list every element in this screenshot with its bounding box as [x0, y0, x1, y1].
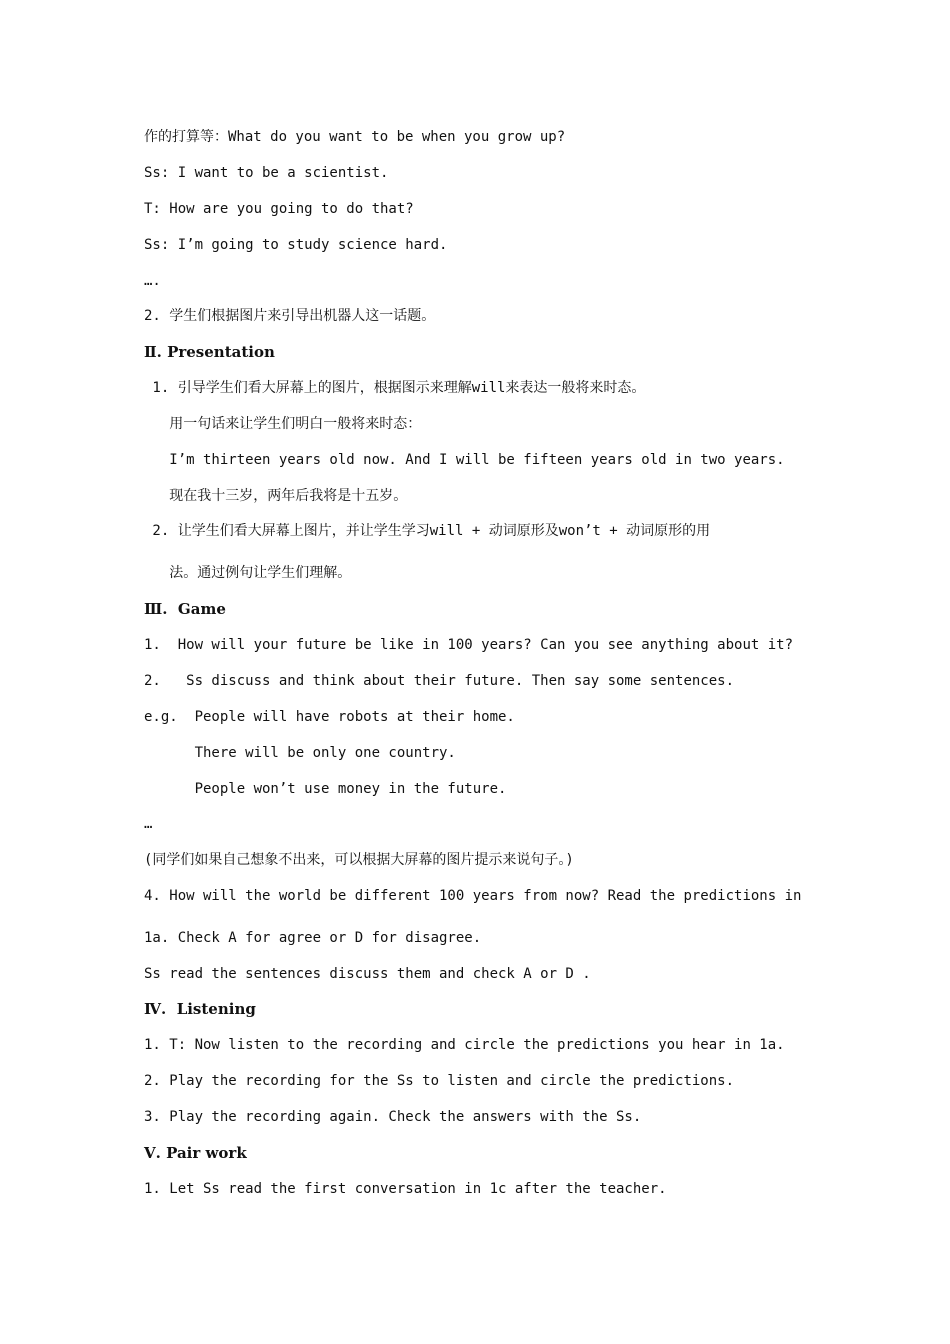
text-line: 现在我十三岁，两年后我将是十五岁。: [144, 488, 408, 504]
section-heading-pair-work: Ⅴ. Pair work: [144, 1144, 247, 1162]
text-line: 3. Play the recording again. Check the answers with the Ss.: [144, 1109, 642, 1125]
text-line: People won’t use money in the future.: [144, 781, 507, 797]
text-line: 1. 引导学生们看大屏幕上的图片，根据图示来理解will来表达一般将来时态。: [144, 380, 646, 396]
text-line: 作的打算等：What do you want to be when you grow up?: [144, 129, 566, 145]
text-line: 1. How will your future be like in 100 years? Can you see anything about it?: [144, 637, 794, 653]
text-line: I’m thirteen years old now. And I will be fifteen years old in two years.: [144, 452, 785, 468]
text-line: 法。通过例句让学生们理解。: [144, 565, 352, 581]
text-line: 1a. Check A for agree or D for disagree.: [144, 930, 482, 946]
text-line: …: [144, 816, 153, 832]
text-line: Ss read the sentences discuss them and check A or D .: [144, 966, 591, 982]
text-line: 4. How will the world be different 100 years from now? Read the predictions in: [144, 888, 802, 904]
text-line: e.g. People will have robots at their home.: [144, 709, 515, 725]
text-line: 1. T: Now listen to the recording and circle the predictions you hear in 1a.: [144, 1037, 785, 1053]
text-line: 2. 学生们根据图片来引导出机器人这一话题。: [144, 308, 436, 324]
text-line: Ss: I’m going to study science hard.: [144, 237, 448, 253]
text-line: Ss: I want to be a scientist.: [144, 165, 389, 181]
text-line: 2. 让学生们看大屏幕上图片，并让学生学习will + 动词原形及won’t + 动词原形的用: [144, 523, 711, 539]
text-line: 2. Ss discuss and think about their future. Then say some sentences.: [144, 673, 735, 689]
text-line: 2. Play the recording for the Ss to listen and circle the predictions.: [144, 1073, 735, 1089]
text-line: ….: [144, 273, 161, 289]
text-line: There will be only one country.: [144, 745, 456, 761]
section-heading-game: Ⅲ. Game: [144, 600, 226, 618]
section-heading-presentation: Ⅱ. Presentation: [144, 343, 275, 361]
text-line: 1. Let Ss read the first conversation in 1c after the teacher.: [144, 1181, 667, 1197]
text-line: 用一句话来让学生们明白一般将来时态：: [144, 416, 422, 432]
text-line: T: How are you going to do that?: [144, 201, 414, 217]
section-heading-listening: Ⅳ. Listening: [144, 1000, 256, 1018]
text-line: (同学们如果自己想象不出来，可以根据大屏幕的图片提示来说句子。): [144, 852, 574, 868]
